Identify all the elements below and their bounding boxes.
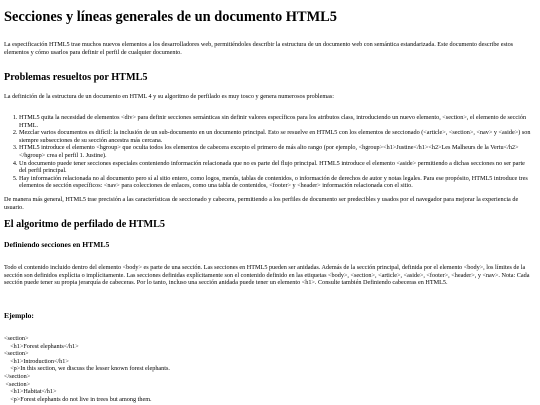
code-line: <h1>Introduction</h1> bbox=[4, 357, 69, 365]
subsection-heading-defining-sections: Definiendo secciones en HTML5 bbox=[4, 240, 110, 249]
list-item: 3. HTML5 introduce el elemento <hgroup> que oculta todos los elementos de cabecera excepto el primero de más alto rango (por ejemplo, <hgroup><h1>Justine</h1><h2>Les Malheurs de la Vertu</h2></hgroup> crea el perfil 1. Justine). bbox=[19, 144, 532, 159]
list-item: 2. Mezclar varios documentos es difícil: la inclusión de un sub-documento en un documento principal. Esto se resuelve en HTML5 con los elementos de seccionado (<article>, <section>, <nav> y <aside>) son siempre subsecciones de su sección ancestra más cercana. bbox=[19, 129, 532, 144]
page-title: Secciones y líneas generales de un documento HTML5 bbox=[4, 9, 337, 25]
code-line: <section> bbox=[4, 350, 29, 358]
problems-lead-paragraph: La definición de la estructura de un documento en HTML 4 y su algoritmo de perfilado es muy tosco y genera numerosos problemas: bbox=[4, 93, 335, 100]
sections-body-paragraph: Todo el contenido incluido dentro del elemento <body> es parte de una sección. Las secciones en HTML5 pueden ser anidadas. Además de la sección principal, definida por el elemento <body>, los límites de la sección son definidos explícita o implícitamente. Las secciones definidas explícitamente son el contenido definido en las etiquetas <body>, <section>, <article>, <aside>, <footer>, <header>, y <nav>. Nota: Cada sección puede tener su propia jerarquía de cabeceras. Por lo tanto, incluso una sección anidada puede tener un elemento <h1>. Consulte también Definiendo cabeceras en HTML5. bbox=[4, 264, 530, 287]
document-page bbox=[4, 0, 534, 403]
code-line: <h1>Habitat</h1> bbox=[4, 388, 57, 396]
code-line: </section> bbox=[4, 372, 31, 380]
code-line: <h1>Forest elephants</h1> bbox=[4, 342, 79, 350]
section-heading-algorithm: El algoritmo de perfilado de HTML5 bbox=[4, 219, 166, 230]
code-line: <p>In this section, we discuss the lesser known forest elephants. bbox=[4, 365, 170, 373]
code-line: <section> bbox=[4, 335, 29, 342]
code-line: <p>Forest elephants do not live in trees but among them. bbox=[4, 395, 152, 403]
list-item: 1. HTML5 quita la necesidad de elementos <div> para definir secciones semánticas sin definir valores específicos para los atributos class, introduciendo un nuevo elemento, <section>, el elemento de sección HTML. bbox=[19, 114, 532, 129]
summary-paragraph: De manera más general, HTML5 trae precisión a las características de seccionado y cabecera, permitiendo a los perfiles de documento ser predecibles y usados por el navegador para mejorar la experiencia de usuario. bbox=[4, 196, 519, 211]
list-item: 5. Hay información relacionada no al documento pero sí al sitio entero, como logos, menús, tablas de contenidos, o información de derechos de autor y notas legales. Para ese propósito, HTML5 introduce tres elementos de sección específicos: <nav> para colecciones de enlaces, como una tabla de contenidos, <footer> y <header> información relacionada con el sitio. bbox=[19, 175, 532, 190]
code-example bbox=[4, 335, 170, 403]
problems-list bbox=[4, 114, 532, 190]
code-line: <section> bbox=[4, 380, 31, 388]
intro-paragraph: La especificación HTML5 trae muchos nuevos elementos a los desarrolladores web, permitiéndoles describir la estructura de un documento web con semántica estandarizada. Este documento describe estos elementos y cómo usarlos para definir el perfil de cualquier documento. bbox=[4, 41, 514, 56]
section-heading-problems: Problemas resueltos por HTML5 bbox=[4, 72, 148, 83]
example-label: Ejemplo: bbox=[4, 311, 34, 320]
list-item: 4. Un documento puede tener secciones especiales conteniendo información relacionada que no es parte del flujo principal. HTML5 introduce el elemento <aside> permitiendo a dichas secciones no ser parte del perfil principal. bbox=[19, 160, 532, 175]
